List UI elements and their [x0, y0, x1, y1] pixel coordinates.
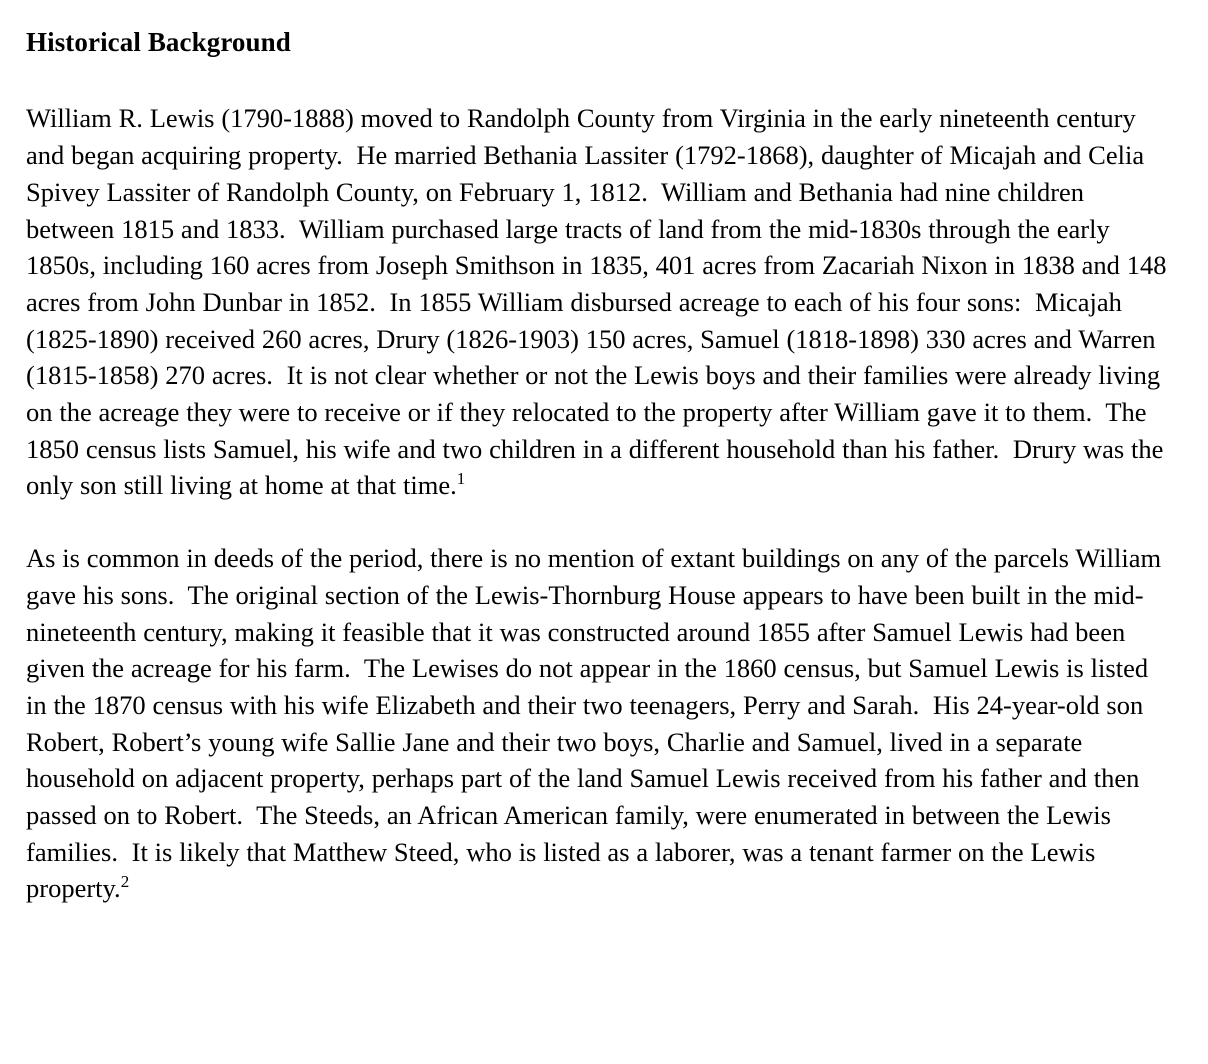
paragraph-gap: [26, 504, 1168, 540]
footnote-marker-2: 2: [120, 872, 130, 892]
page-title: Historical Background: [26, 27, 291, 57]
paragraph-text: William R. Lewis (1790-1888) moved to Randolph County from Virginia in the early nineteenth century and began acquiring property. He married Bethania Lassiter (1792-1868), daughter of Micajah and Celia Spivey Lassiter of Randolph County, on February 1, 1812. William and Bethania had nine children between 1815 and 1833. William purchased large tracts of land from the mid-1830s through the early 1850s, including 160 acres from Joseph Smithson in 1835, 401 acres from Zacariah Nixon in 1838 and 148 acres from John Dunbar in 1852. In 1855 William disbursed acreage to each of his four sons: Micajah (1825-1890) received 260 acres, Drury (1826-1903) 150 acres, Samuel (1818-1898) 330 acres and Warren (1815-1858) 270 acres. It is not clear whether or not the Lewis boys and their families were already living on the acreage they were to receive or if they relocated to the property after William gave it to them. The 1850 census lists Samuel, his wife and two children in a different household than his father. Drury was the only son still living at home at that time.: [26, 103, 1174, 501]
paragraph-historical-background-1: [26, 100, 1174, 504]
heading-spacer: [26, 58, 1168, 100]
footnote-marker-1: 1: [456, 469, 466, 489]
paragraph-historical-background-2: [26, 540, 1168, 907]
paragraph-text: As is common in deeds of the period, there is no mention of extant buildings on any of the parcels William gave his sons. The original section of the Lewis-Thornburg House appears to have been built in the mid-nineteenth century, making it feasible that it was constructed around 1855 after Samuel Lewis had been given the acreage for his farm. The Lewises do not appear in the 1860 census, but Samuel Lewis is listed in the 1870 census with his wife Elizabeth and their two teenagers, Perry and Sarah. His 24-year-old son Robert, Robert’s young wife Sallie Jane and their two boys, Charlie and Samuel, lived in a separate household on adjacent property, perhaps part of the land Samuel Lewis received from his father and then passed on to Robert. The Steeds, an African American family, were enumerated in between the Lewis families. It is likely that Matthew Steed, who is listed as a laborer, was a tenant farmer on the Lewis property.: [26, 543, 1168, 904]
